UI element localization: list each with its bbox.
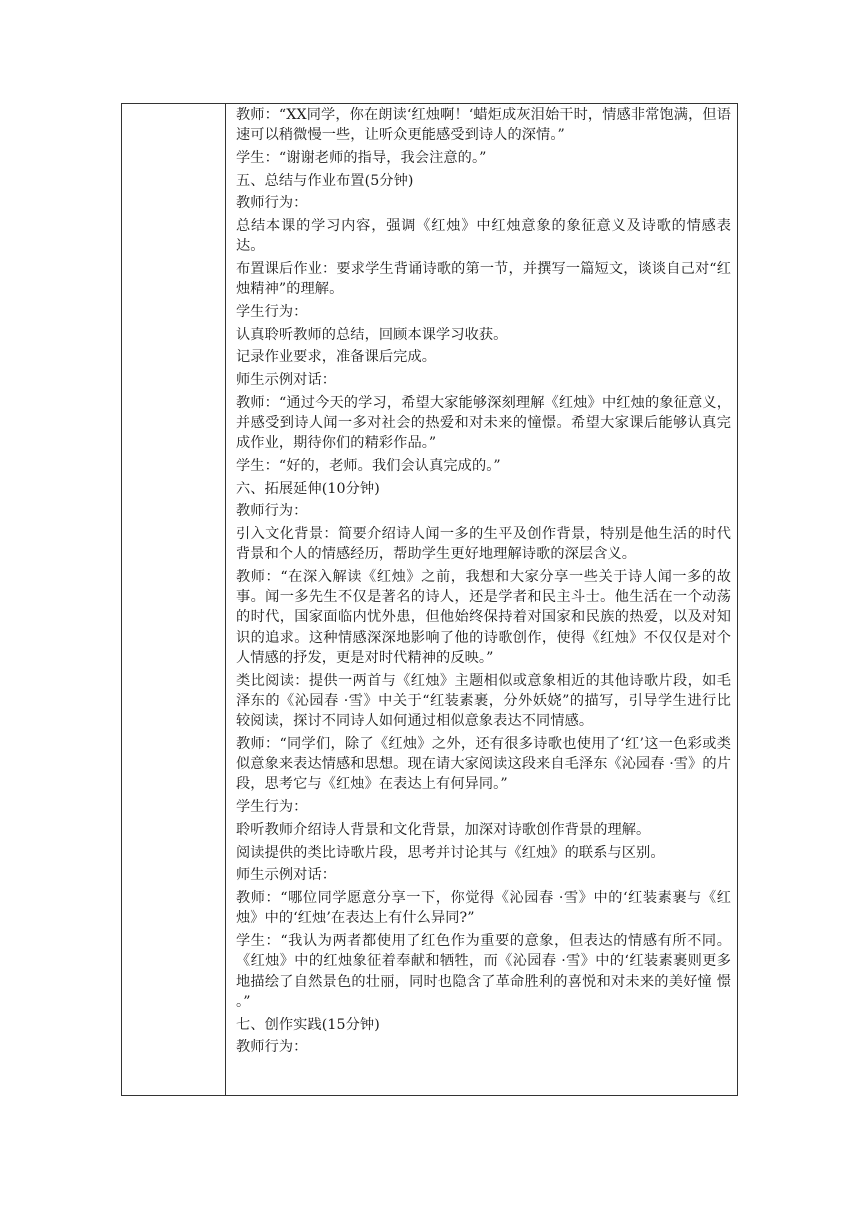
paragraph: 类比阅读：提供一两首与《红烛》主题相似或意象相近的其他诗歌片段，如毛泽东的《沁园春 ·雪》中关于“红装素裹，分外妖娆”的描写，引导学生进行比较阅读，探讨不同诗人如何通过相似意象表达不同情感。 [236, 672, 731, 729]
paragraph: 教师行为： [236, 503, 308, 520]
paragraph: 学生：“好的，老师。我们会认真完成的。” [236, 458, 501, 475]
paragraph: 总结本课的学习内容，强调《红烛》中红烛意象的象征意义及诗歌的情感表达。 [236, 217, 731, 254]
paragraph: 记录作业要求，准备课后完成。 [236, 349, 437, 366]
paragraph: 教师行为： [236, 1038, 308, 1055]
paragraph: 引入文化背景：简要介绍诗人闻一多的生平及创作背景，特别是他生活的时代背景和个人的情感经历，帮助学生更好地理解诗歌的深层含义。 [236, 525, 731, 563]
lesson-plan-table [121, 103, 738, 1096]
table-label-cell [122, 104, 226, 1095]
paragraph: 布置课后作业：要求学生背诵诗歌的第一节，并撰写一篇短文，谈谈自己对“红烛精神”的理解。 [236, 260, 731, 297]
paragraph: 学生行为： [236, 303, 308, 320]
paragraph: 聆听教师介绍诗人背景和文化背景，加深对诗歌创作背景的理解。 [236, 821, 651, 838]
paragraph: 教师：“同学们，除了《红烛》之外，还有很多诗歌也使用了‘红’这一色彩或类似意象来表达情感和思想。现在请大家阅读这段来自毛泽东《沁园春 ·雪》的片段，思考它与《红烛》在表达上有何异同。” [236, 735, 731, 793]
paragraph: 阅读提供的类比诗歌片段，思考并讨论其与《红烛》的联系与区别。 [236, 844, 665, 861]
paragraph: 学生行为： [236, 799, 308, 815]
paragraph: 学生：“谢谢老师的指导，我会注意的。” [236, 150, 487, 166]
table-content-cell [226, 104, 737, 1095]
paragraph: 学生：“我认为两者都使用了红色作为重要的意象，但表达的情感有所不同。《红烛》中的红烛象征着奉献和牺牲，而《沁园春 ·雪》中的‘红装素裹则更多地描绘了自然景色的壮丽，同时也隐含了革命胜利的喜悦和对未来的美好憧 憬 。” [236, 933, 731, 1010]
paragraph: 教师：“在深入解读《红烛》之前，我想和大家分享一些关于诗人闻一多的故事。闻一多先生不仅是著名的诗人，还是学者和民主斗士。他生活在一个动荡的时代，国家面临内忧外患，但他始终保持着对国家和民族的热爱，以及对知识的追求。这种情感深深地影响了他的诗歌创作，使得《红烛》不仅仅是对个人情感的抒发，更是对时代精神的反映。” [236, 568, 731, 666]
paragraph: 师生示例对话： [236, 372, 337, 389]
paragraph: 认真聆听教师的总结，回顾本课学习收获。 [236, 326, 508, 343]
section-heading: 七、创作实践(15分钟) [236, 1016, 380, 1033]
section-heading: 五、总结与作业布置(5分钟) [236, 172, 414, 189]
paragraph: 师生示例对话： [236, 867, 337, 884]
paragraph: 教师：“通过今天的学习，希望大家能够深刻理解《红烛》中红烛的象征意义，并感受到诗人闻一多对社会的热爱和对未来的憧憬。希望大家课后能够认真完成作业，期待你们的精彩作品。” [236, 394, 731, 452]
paragraph: 教师行为： [236, 195, 308, 211]
section-heading: 六、拓展延伸(10分钟) [236, 480, 380, 497]
paragraph: 教师：“哪位同学愿意分享一下，你觉得《沁园春 ·雪》中的‘红装素裹与《红烛》中的‘红烛’在表达上有什么异同?” [236, 890, 731, 927]
paragraph: 教师：“XX同学，你在朗读‘红烛啊！‘蜡炬成灰泪始干时，情感非常饱满，但语速可以稍微慢一些，让听众更能感受到诗人的深情。” [236, 107, 731, 144]
